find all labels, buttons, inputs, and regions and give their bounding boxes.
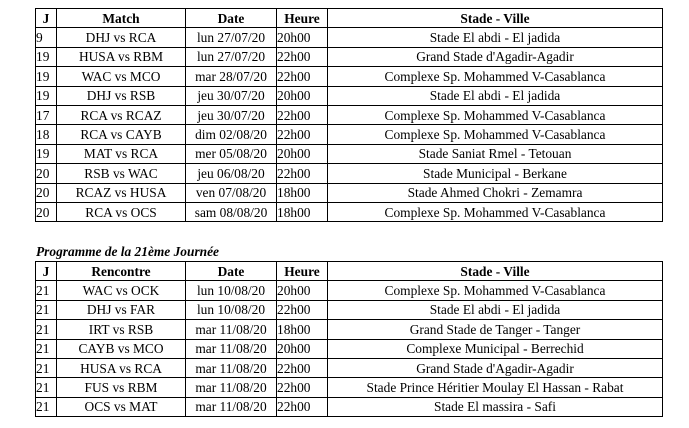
table-row [36,47,663,66]
schedule-table-previous [35,8,663,222]
table-row [36,320,663,339]
cell-match: RCA vs CAYB [57,125,186,144]
cell-journee: 21 [36,397,57,416]
cell-heure: 18h00 [277,320,328,339]
cell-journee: 18 [36,125,57,144]
cell-match: DHJ vs RSB [57,86,186,105]
cell-date: jeu 30/07/20 [186,86,277,105]
cell-stade: Stade El massira - Safi [328,397,663,416]
cell-date: mar 28/07/20 [186,67,277,86]
cell-date: mar 11/08/20 [186,378,277,397]
table-row [36,86,663,105]
table-header-row [36,9,663,28]
cell-match: RCAZ vs HUSA [57,183,186,202]
cell-match: RSB vs WAC [57,164,186,183]
table-row [36,300,663,319]
cell-journee: 21 [36,378,57,397]
cell-journee: 19 [36,144,57,163]
cell-date: mer 05/08/20 [186,144,277,163]
cell-heure: 22h00 [277,125,328,144]
cell-stade: Stade El abdi - El jadida [328,300,663,319]
cell-journee: 19 [36,47,57,66]
cell-match: WAC vs MCO [57,67,186,86]
header-date: Date [186,262,277,281]
cell-stade: Stade El abdi - El jadida [328,86,663,105]
cell-match: DHJ vs RCA [57,28,186,47]
header-date: Date [186,9,277,28]
table-row [36,397,663,416]
cell-stade: Complexe Sp. Mohammed V-Casablanca [328,67,663,86]
table-row [36,105,663,124]
cell-match: CAYB vs MCO [57,339,186,358]
header-stade: Stade - Ville [328,9,663,28]
cell-heure: 22h00 [277,378,328,397]
cell-journee: 21 [36,358,57,377]
cell-heure: 20h00 [277,339,328,358]
cell-heure: 22h00 [277,47,328,66]
cell-match: DHJ vs FAR [57,300,186,319]
cell-heure: 20h00 [277,281,328,300]
cell-match: OCS vs MAT [57,397,186,416]
cell-heure: 22h00 [277,300,328,319]
cell-date: mar 11/08/20 [186,397,277,416]
table-row [36,378,663,397]
table-row [36,28,663,47]
cell-date: mar 11/08/20 [186,339,277,358]
cell-match: FUS vs RBM [57,378,186,397]
cell-heure: 20h00 [277,28,328,47]
section-title-21: Programme de la 21ème Journée [36,244,219,259]
table-row [36,67,663,86]
cell-stade: Grand Stade de Tanger - Tanger [328,320,663,339]
cell-stade: Stade Saniat Rmel - Tetouan [328,144,663,163]
cell-heure: 20h00 [277,86,328,105]
cell-stade: Complexe Sp. Mohammed V-Casablanca [328,105,663,124]
header-heure: Heure [277,262,328,281]
table-row [36,339,663,358]
header-match: Match [57,9,186,28]
table-row [36,358,663,377]
cell-date: mar 11/08/20 [186,320,277,339]
cell-journee: 20 [36,202,57,221]
cell-date: sam 08/08/20 [186,202,277,221]
cell-stade: Complexe Sp. Mohammed V-Casablanca [328,202,663,221]
table-row [36,202,663,221]
cell-heure: 22h00 [277,358,328,377]
cell-stade: Complexe Sp. Mohammed V-Casablanca [328,125,663,144]
cell-stade: Complexe Municipal - Berrechid [328,339,663,358]
cell-date: jeu 30/07/20 [186,105,277,124]
header-j: J [36,9,57,28]
header-stade: Stade - Ville [328,262,663,281]
table-row [36,164,663,183]
cell-journee: 19 [36,67,57,86]
table-row [36,183,663,202]
cell-stade: Stade Municipal - Berkane [328,164,663,183]
cell-stade: Stade Prince Héritier Moulay El Hassan - Rabat [328,378,663,397]
table-row [36,125,663,144]
cell-heure: 22h00 [277,105,328,124]
cell-stade: Stade Ahmed Chokri - Zemamra [328,183,663,202]
cell-stade: Grand Stade d'Agadir-Agadir [328,358,663,377]
cell-date: mar 11/08/20 [186,358,277,377]
cell-journee: 20 [36,183,57,202]
header-j: J [36,262,57,281]
cell-journee: 21 [36,281,57,300]
header-heure: Heure [277,9,328,28]
cell-journee: 21 [36,320,57,339]
schedule-table-round-21 [35,261,663,417]
cell-match: IRT vs RSB [57,320,186,339]
cell-match: RCA vs RCAZ [57,105,186,124]
cell-journee: 17 [36,105,57,124]
cell-journee: 19 [36,86,57,105]
cell-heure: 22h00 [277,397,328,416]
header-rencontre: Rencontre [57,262,186,281]
cell-journee: 9 [36,28,57,47]
cell-match: RCA vs OCS [57,202,186,221]
cell-heure: 18h00 [277,183,328,202]
cell-date: dim 02/08/20 [186,125,277,144]
cell-date: lun 10/08/20 [186,300,277,319]
cell-heure: 22h00 [277,164,328,183]
cell-heure: 22h00 [277,67,328,86]
cell-match: HUSA vs RBM [57,47,186,66]
cell-date: lun 27/07/20 [186,28,277,47]
table-row [36,144,663,163]
cell-match: MAT vs RCA [57,144,186,163]
cell-journee: 21 [36,339,57,358]
table-row [36,281,663,300]
cell-date: lun 27/07/20 [186,47,277,66]
cell-heure: 18h00 [277,202,328,221]
cell-date: lun 10/08/20 [186,281,277,300]
cell-match: WAC vs OCK [57,281,186,300]
cell-stade: Grand Stade d'Agadir-Agadir [328,47,663,66]
cell-journee: 20 [36,164,57,183]
cell-stade: Complexe Sp. Mohammed V-Casablanca [328,281,663,300]
cell-stade: Stade El abdi - El jadida [328,28,663,47]
cell-date: jeu 06/08/20 [186,164,277,183]
cell-journee: 21 [36,300,57,319]
cell-date: ven 07/08/20 [186,183,277,202]
table-header-row [36,262,663,281]
cell-match: HUSA vs RCA [57,358,186,377]
cell-heure: 20h00 [277,144,328,163]
